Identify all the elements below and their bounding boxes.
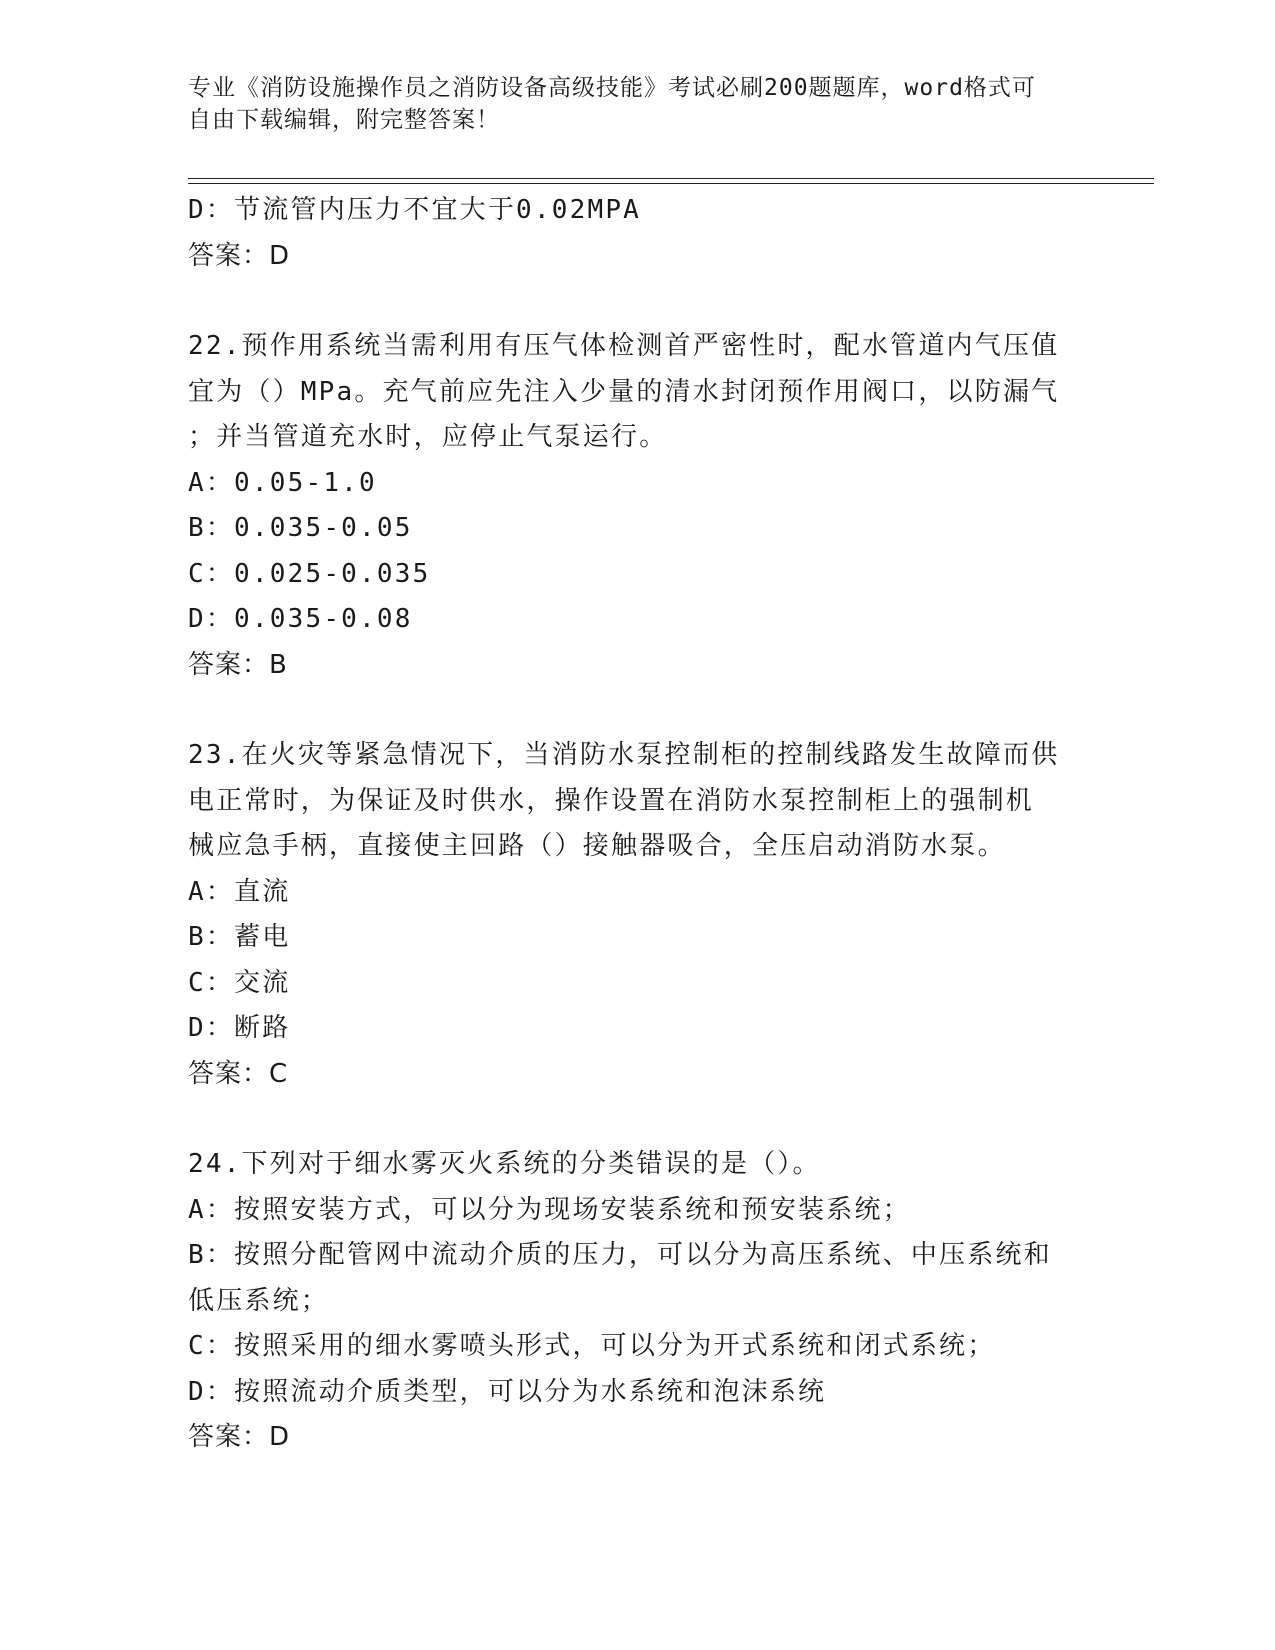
question-stem: ；并当管道充水时，应停止气泵运行。	[188, 422, 668, 452]
header-line-2: 自由下载编辑，附完整答案！	[188, 107, 500, 133]
question-24	[188, 1142, 1088, 1461]
header-divider-bottom	[188, 183, 1154, 184]
option-a: A：直流	[188, 876, 291, 907]
spacer	[188, 1097, 1088, 1142]
question-stem: 24.下列对于细水雾灭火系统的分类错误的是（）。	[188, 1149, 821, 1179]
question-stem: 械应急手柄，直接使主回路（）接触器吸合，全压启动消防水泵。	[188, 831, 1006, 861]
option-b: B：0.035-0.05	[188, 513, 413, 543]
spacer	[188, 279, 1088, 324]
document-header	[188, 72, 1068, 136]
option-d: D：0.035-0.08	[188, 604, 413, 634]
option-b: B：蓄电	[188, 922, 291, 952]
question-stem: 电正常时，为保证及时供水，操作设置在消防水泵控制柜上的强制机	[188, 785, 1035, 816]
answer-line: 答案：D	[188, 1422, 291, 1452]
question-23	[188, 733, 1088, 1097]
header-line-1: 专业《消防设施操作员之消防设备高级技能》考试必刷200题题库，word格式可	[188, 75, 1036, 101]
answer-line: 答案：D	[188, 240, 291, 271]
option-b: B：按照分配管网中流动介质的压力，可以分为高压系统、中压系统和	[188, 1240, 1052, 1270]
answer-line: 答案：C	[188, 1058, 289, 1089]
option-d: D：断路	[188, 1013, 291, 1043]
question-stem: 22.预作用系统当需利用有压气体检测首严密性时，配水管道内气压值	[188, 331, 1060, 361]
option-c: C：按照采用的细水雾喷头形式，可以分为开式系统和闭式系统；	[188, 1331, 996, 1361]
answer-line: 答案：B	[188, 649, 288, 680]
question-22	[188, 324, 1088, 688]
spacer	[188, 688, 1088, 733]
question-21-tail	[188, 188, 1088, 279]
question-stem: 宜为（）MPa。充气前应先注入少量的清水封闭预作用阀口，以防漏气	[188, 376, 1060, 407]
option-c: C：0.025-0.035	[188, 558, 431, 589]
option-b-continued: 低压系统；	[188, 1285, 330, 1316]
question-stem: 23.在火灾等紧急情况下，当消防水泵控制柜的控制线路发生故障而供	[188, 740, 1060, 770]
option-a: A：0.05-1.0	[188, 467, 377, 498]
document-body	[188, 188, 1088, 1461]
option-d: D：按照流动介质类型，可以分为水系统和泡沫系统	[188, 1376, 827, 1407]
option-c: C：交流	[188, 967, 291, 998]
header-divider-top	[188, 178, 1154, 179]
option-d: D：节流管内压力不宜大于0.02MPA	[188, 195, 642, 225]
option-a: A：按照安装方式，可以分为现场安装系统和预安装系统；	[188, 1194, 911, 1225]
